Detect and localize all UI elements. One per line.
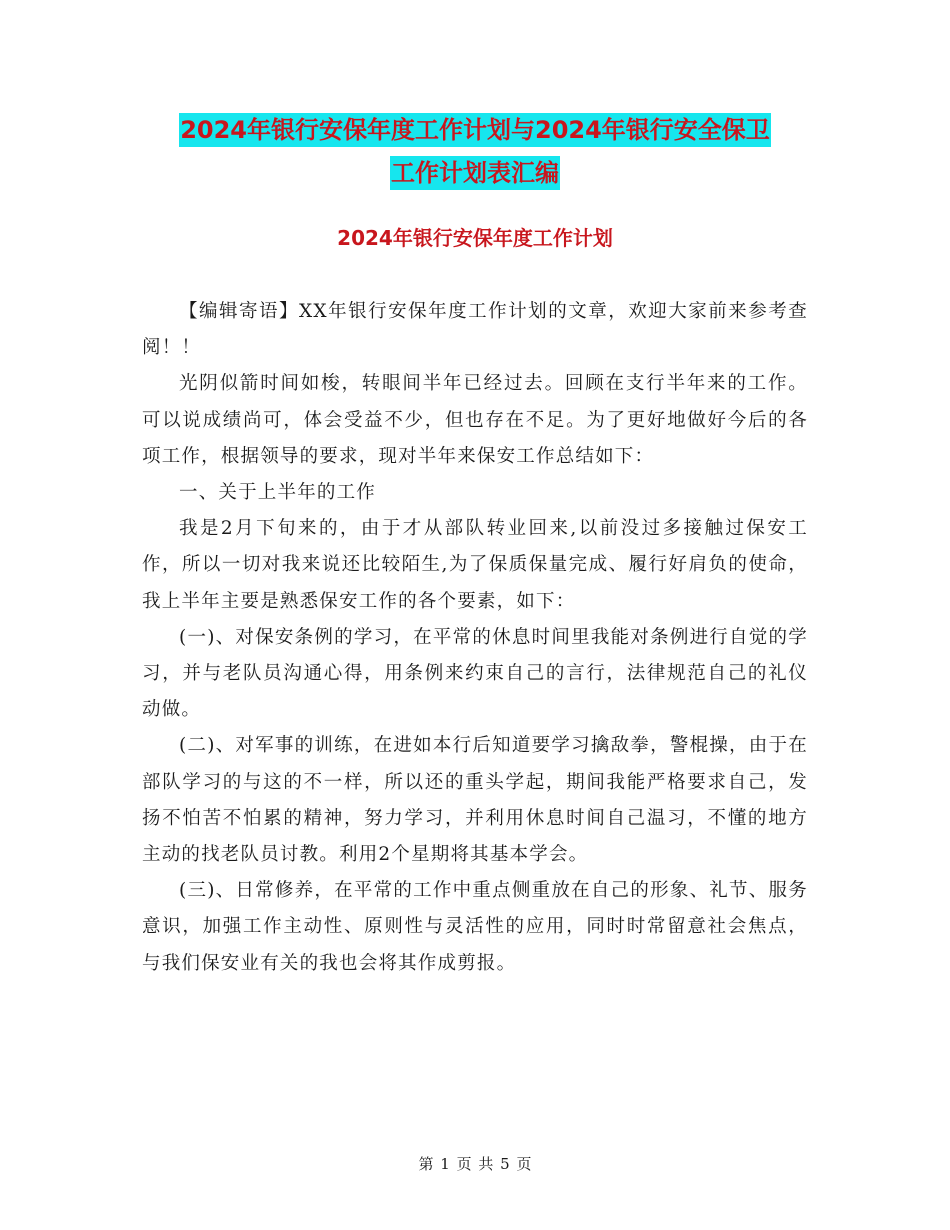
paragraph-background: 我是2月下旬来的，由于才从部队转业回来,以前没过多接触过保安工作，所以一切对我来说还比较陌生,为了保质保量完成、履行好肩负的使命，我上半年主要是熟悉保安工作的各个要素，如下： xyxy=(142,518,808,612)
document-title-text-1: 2024年银行安保年度工作计划与2024年银行安全保卫 xyxy=(179,113,771,147)
document-body xyxy=(142,294,808,982)
paragraph-editor-note: 【编辑寄语】XX年银行安保年度工作计划的文章，欢迎大家前来参考查阅！！ xyxy=(142,301,808,359)
paragraph-item-3: (三)、日常修养，在平常的工作中重点侧重放在自己的形象、礼节、服务意识，加强工作主动性、原则性与灵活性的应用，同时时常留意社会焦点，与我们保安业有关的我也会将其作成剪报。 xyxy=(142,880,808,974)
paragraph-intro: 光阴似箭时间如梭，转眼间半年已经过去。回顾在支行半年来的工作。可以说成绩尚可，体会受益不少，但也存在不足。为了更好地做好今后的各项工作，根据领导的要求，现对半年来保安工作总结如下： xyxy=(142,373,808,467)
document-title-line-2 xyxy=(0,158,950,188)
paragraph-subheading: 一、关于上半年的工作 xyxy=(179,482,377,504)
section-heading: 2024年银行安保年度工作计划 xyxy=(337,226,613,250)
document-title-line-1 xyxy=(0,115,950,145)
document-title-text-2: 工作计划表汇编 xyxy=(390,156,560,190)
page-number-footer: 第 1 页 共 5 页 xyxy=(418,1155,532,1173)
paragraph-item-2: (二)、对军事的训练，在进如本行后知道要学习擒敌拳，警棍操，由于在部队学习的与这的不一样，所以还的重头学起，期间我能严格要求自己，发扬不怕苦不怕累的精神，努力学习，并利用休息时间自己温习，不懂的地方主动的找老队员讨教。利用2个星期将其基本学会。 xyxy=(142,735,808,866)
paragraph-item-1: (一)、对保安条例的学习，在平常的休息时间里我能对条例进行自觉的学习，并与老队员沟通心得，用条例来约束自己的言行，法律规范自己的礼仪动做。 xyxy=(142,626,808,721)
